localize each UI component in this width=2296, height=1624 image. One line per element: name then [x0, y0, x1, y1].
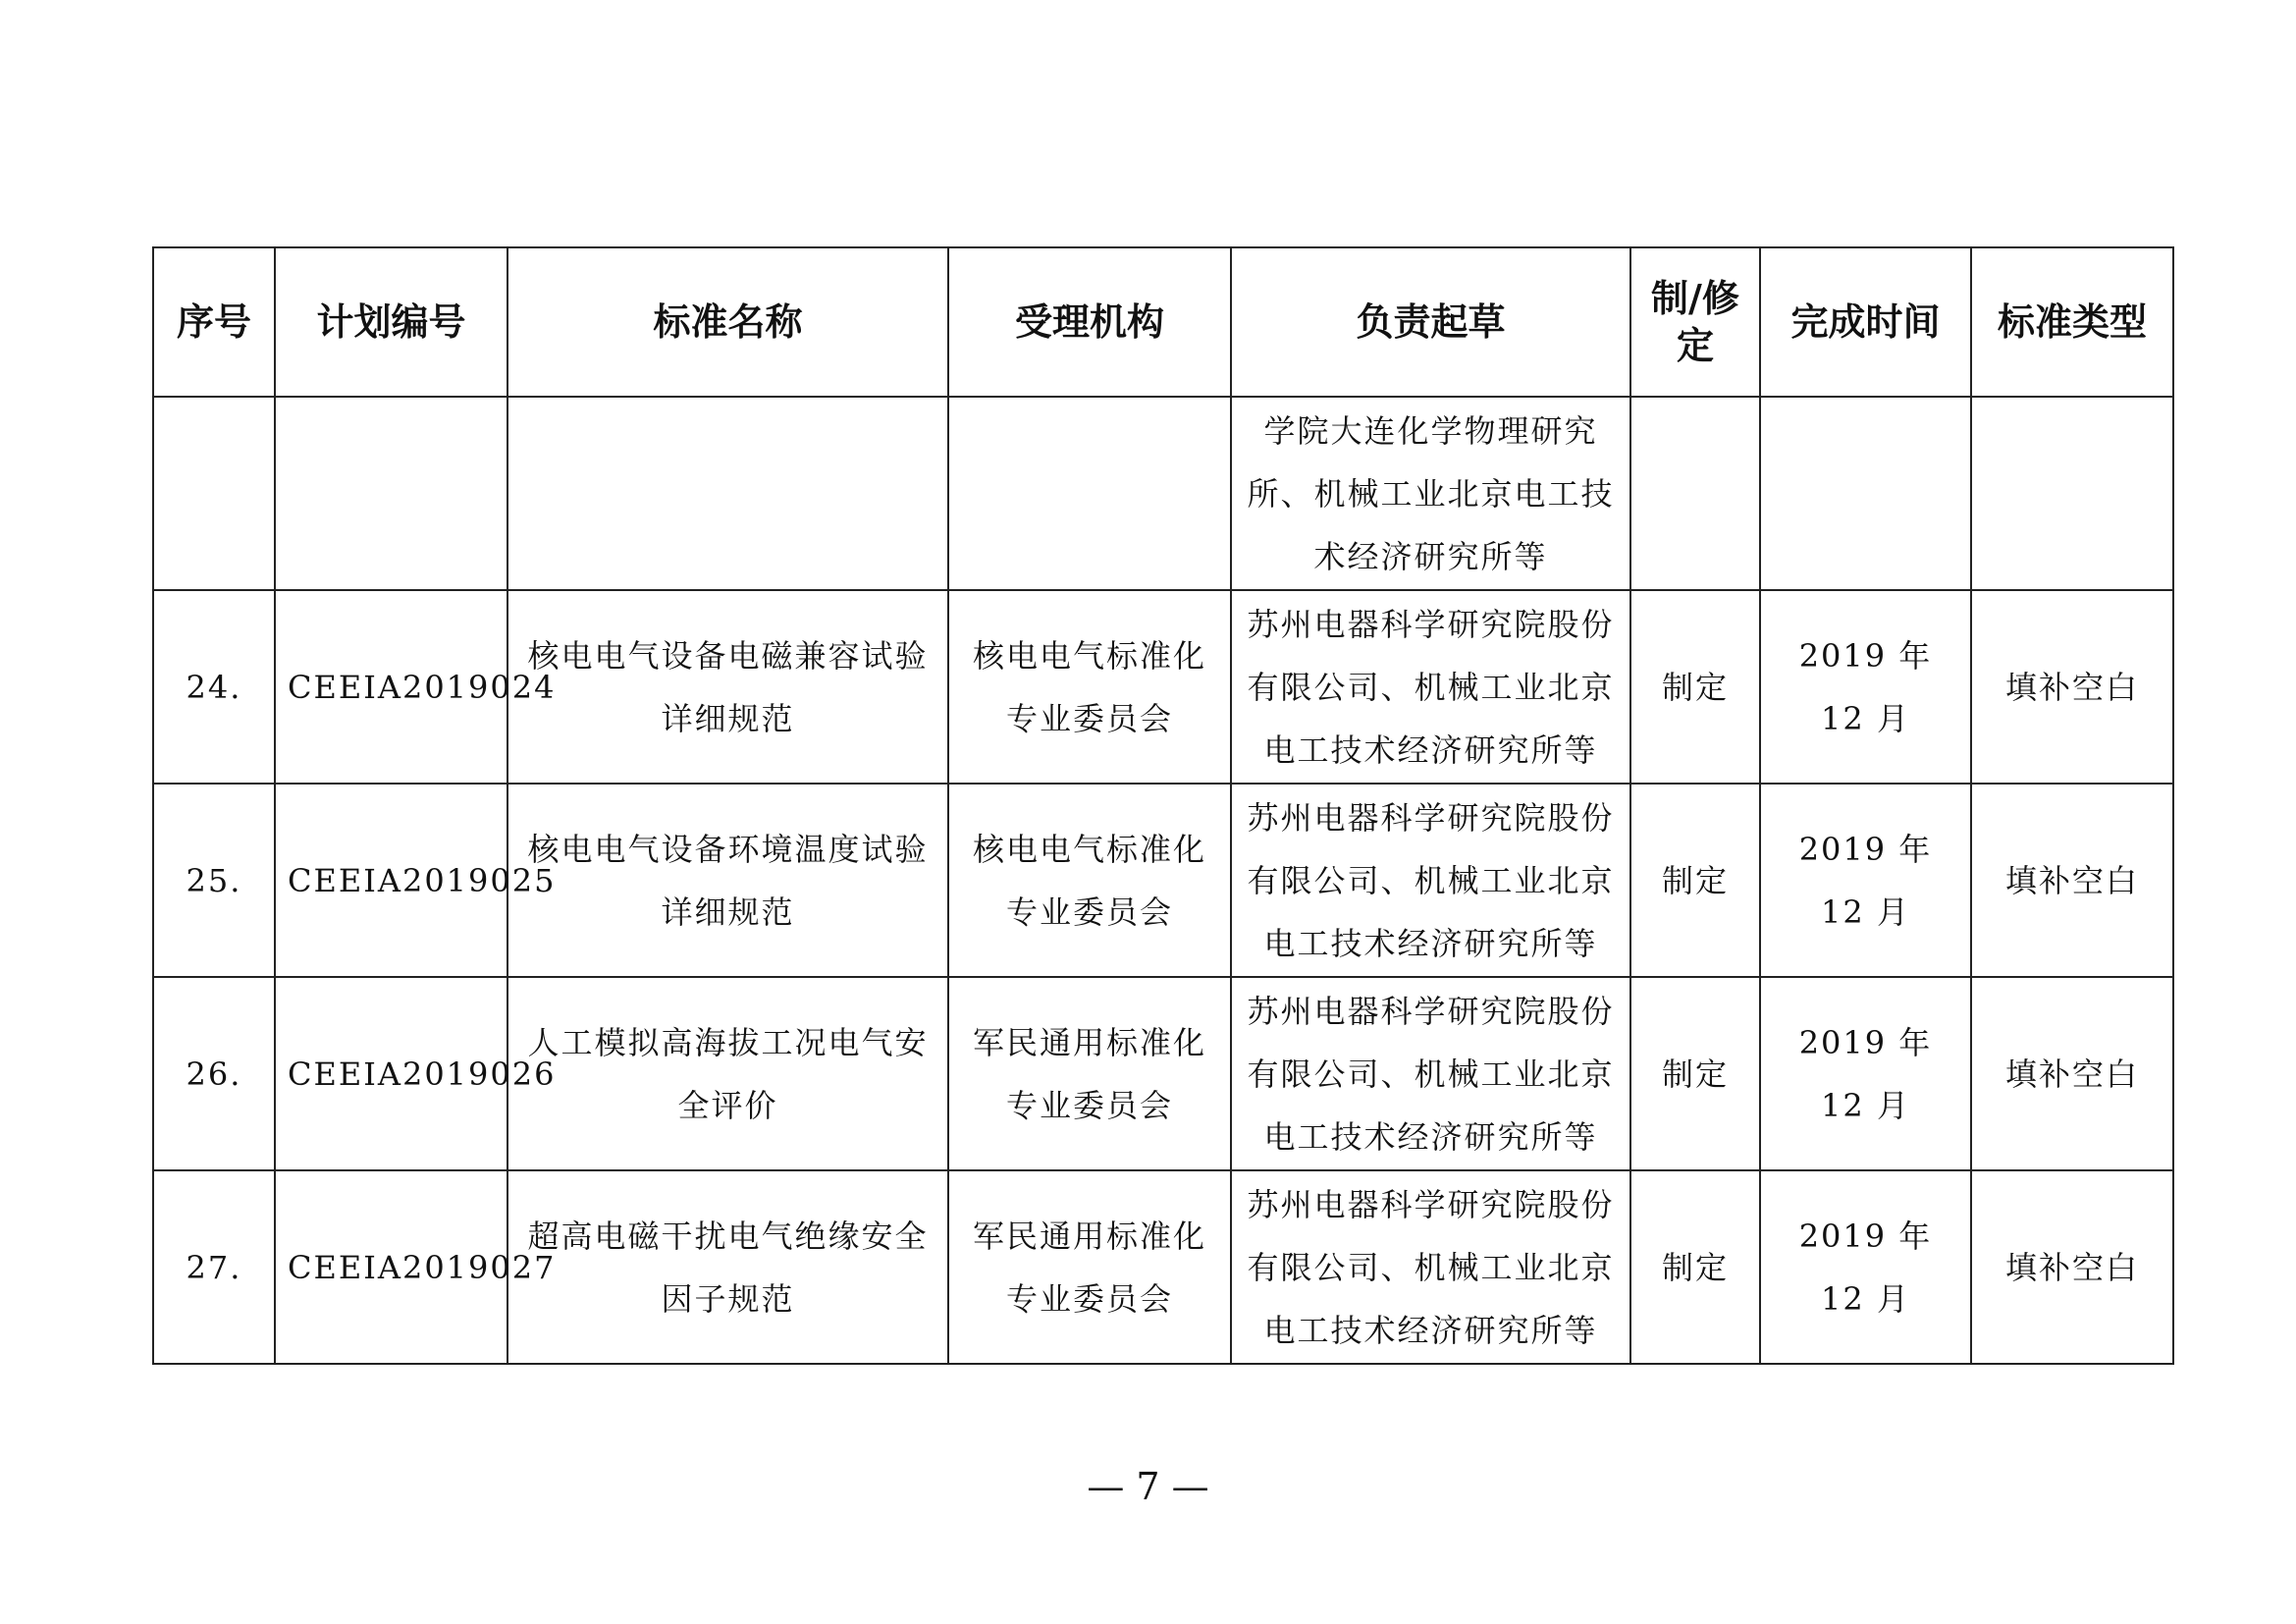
cell-standard-category	[1971, 397, 2173, 590]
cell-standard-name: 核电电气设备电磁兼容试验详细规范	[507, 590, 948, 784]
cell-no: 25.	[153, 784, 275, 977]
cell-accepting-org: 核电电气标准化专业委员会	[948, 590, 1231, 784]
cell-standard-name: 超高电磁干扰电气绝缘安全因子规范	[507, 1170, 948, 1364]
cell-completion-time	[1760, 397, 1971, 590]
cell-accepting-org: 核电电气标准化专业委员会	[948, 784, 1231, 977]
cell-completion-time: 2019 年 12 月	[1760, 1170, 1971, 1364]
header-no: 序号	[153, 247, 275, 397]
table-row	[153, 1170, 2173, 1364]
cell-drafter: 苏州电器科学研究院股份有限公司、机械工业北京电工技术经济研究所等	[1231, 590, 1630, 784]
header-row	[153, 247, 2173, 397]
table-row	[153, 590, 2173, 784]
cell-no: 26.	[153, 977, 275, 1170]
cell-completion-time: 2019 年 12 月	[1760, 590, 1971, 784]
cell-plan-code	[275, 397, 507, 590]
header-standard-category: 标准类型	[1971, 247, 2173, 397]
cell-standard-name: 核电电气设备环境温度试验详细规范	[507, 784, 948, 977]
cell-no: 24.	[153, 590, 275, 784]
table-row	[153, 397, 2173, 590]
cell-standard-category: 填补空白	[1971, 1170, 2173, 1364]
cell-revision-type: 制定	[1630, 977, 1760, 1170]
page-number: — 7 —	[1087, 1465, 1209, 1508]
cell-completion-time: 2019 年 12 月	[1760, 977, 1971, 1170]
cell-completion-time: 2019 年 12 月	[1760, 784, 1971, 977]
cell-drafter: 苏州电器科学研究院股份有限公司、机械工业北京电工技术经济研究所等	[1231, 784, 1630, 977]
cell-accepting-org: 军民通用标准化专业委员会	[948, 977, 1231, 1170]
cell-revision-type: 制定	[1630, 784, 1760, 977]
header-plan-code: 计划编号	[275, 247, 507, 397]
cell-drafter: 苏州电器科学研究院股份有限公司、机械工业北京电工技术经济研究所等	[1231, 1170, 1630, 1364]
cell-standard-category: 填补空白	[1971, 784, 2173, 977]
header-drafter: 负责起草	[1231, 247, 1630, 397]
cell-drafter: 苏州电器科学研究院股份有限公司、机械工业北京电工技术经济研究所等	[1231, 977, 1630, 1170]
header-standard-name: 标准名称	[507, 247, 948, 397]
header-completion-time: 完成时间	[1760, 247, 1971, 397]
cell-drafter: 学院大连化学物理研究所、机械工业北京电工技术经济研究所等	[1231, 397, 1630, 590]
cell-accepting-org	[948, 397, 1231, 590]
cell-standard-category: 填补空白	[1971, 590, 2173, 784]
cell-no: 27.	[153, 1170, 275, 1364]
cell-plan-code: CEEIA2019026	[275, 977, 507, 1170]
cell-plan-code: CEEIA2019027	[275, 1170, 507, 1364]
cell-revision-type: 制定	[1630, 590, 1760, 784]
cell-plan-code: CEEIA2019024	[275, 590, 507, 784]
table-row	[153, 977, 2173, 1170]
cell-revision-type: 制定	[1630, 1170, 1760, 1364]
table-row	[153, 784, 2173, 977]
cell-standard-name: 人工模拟高海拔工况电气安全评价	[507, 977, 948, 1170]
cell-accepting-org: 军民通用标准化专业委员会	[948, 1170, 1231, 1364]
cell-standard-category: 填补空白	[1971, 977, 2173, 1170]
cell-revision-type	[1630, 397, 1760, 590]
header-revision-type: 制/修定	[1630, 247, 1760, 397]
cell-no	[153, 397, 275, 590]
cell-plan-code: CEEIA2019025	[275, 784, 507, 977]
header-accepting-org: 受理机构	[948, 247, 1231, 397]
cell-standard-name	[507, 397, 948, 590]
standards-plan-table	[152, 246, 2174, 1365]
